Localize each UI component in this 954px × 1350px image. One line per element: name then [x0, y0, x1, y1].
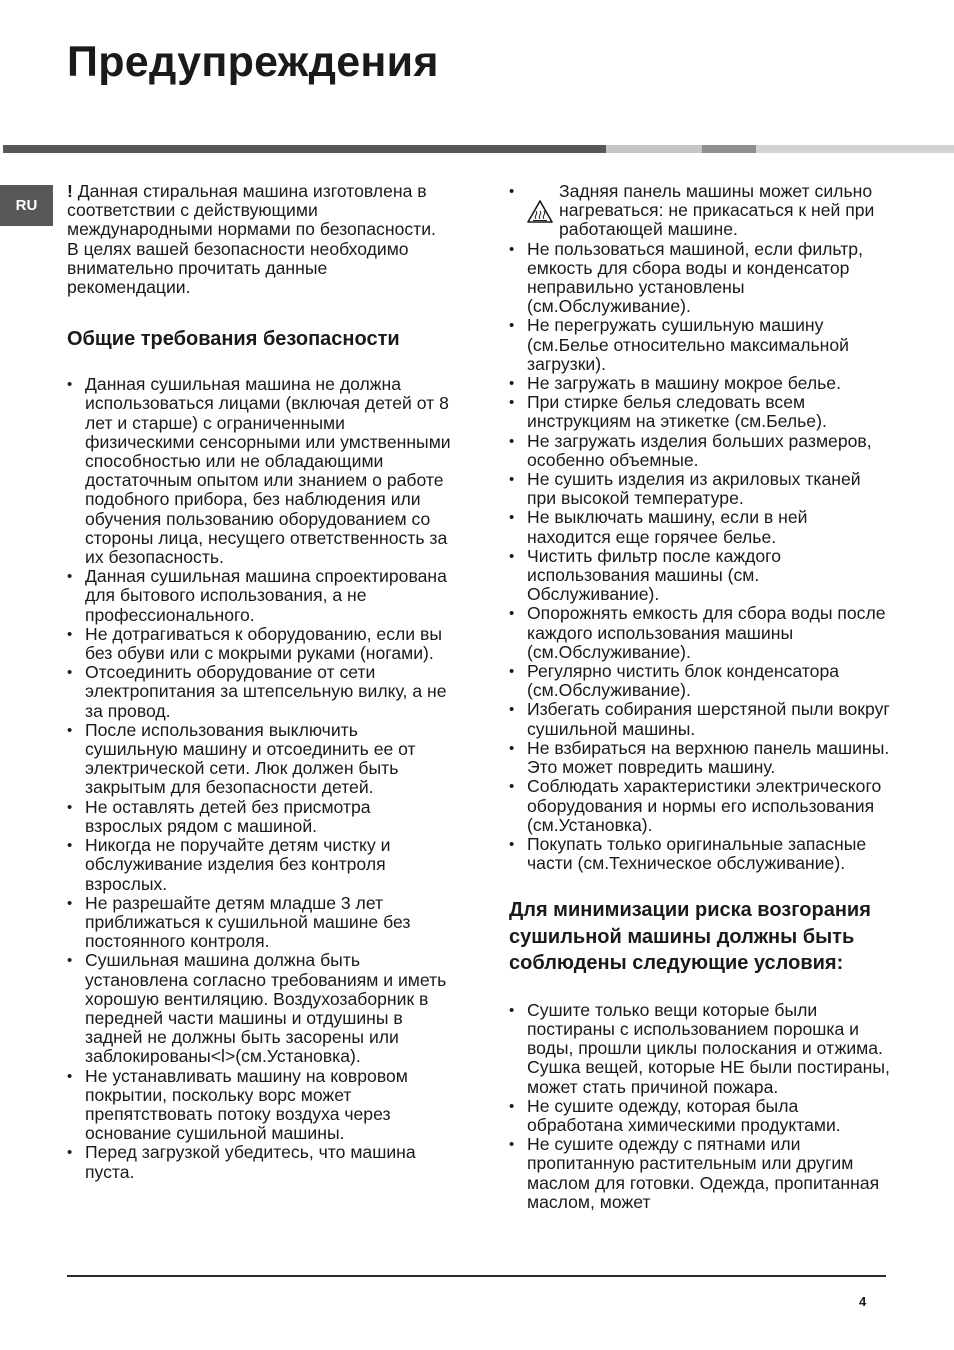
list-item: • Данная сушильная машина спроектирована для бытового использования, а не профессионального. — [67, 567, 452, 625]
list-item: • Регулярно чистить блок конденсатора (см.Обслуживание). — [509, 662, 894, 700]
list-item: • Не дотрагиваться к оборудованию, если вы без обуви или с мокрыми руками (ногами). — [67, 625, 452, 663]
list-item: • Отсоединить оборудование от сети электропитания за штепсельную вилку, а не за провод. — [67, 663, 452, 721]
intro-paragraph — [67, 182, 452, 297]
list-item: • Не сушите одежду с пятнами или пропитанную растительным или другим маслом для готовки. Одежда, пропитанная маслом, может — [509, 1135, 894, 1212]
fire-risk-heading: Для минимизации риска возгорания сушильной машины должны быть соблюдены следующие условия: — [509, 899, 871, 975]
list-item: • Покупать только оригинальные запасные части (см.Техническое обслуживание). — [509, 835, 894, 873]
left-column — [67, 182, 452, 1182]
fire-risk-list — [509, 1001, 894, 1212]
list-item: • Не перегружать сушильную машину (см.Белье относительно максимальной загрузки). — [509, 316, 894, 374]
list-item: • Не устанавливать машину на ковровом покрытии, поскольку ворс может препятствовать потоку воздуха через основание сушильной машины. — [67, 1067, 452, 1144]
list-item: • Не оставлять детей без присмотра взрослых рядом с машиной. — [67, 798, 452, 836]
list-item: • Не выключать машину, если в ней находится еще горячее белье. — [509, 508, 894, 546]
list-item: • Не сушить изделия из акриловых тканей при высокой температуре. — [509, 470, 894, 508]
list-item: • Сушите только вещи которые были постираны с использованием порошка и воды, прошли циклы полоскания и отжима. Сушка вещей, которые НЕ были постираны, может стать причиной пожара. — [509, 1001, 894, 1097]
hot-surface-warning — [509, 182, 894, 240]
list-item: • Перед загрузкой убедитесь, что машина пуста. — [67, 1143, 452, 1181]
header-divider-mid — [702, 145, 756, 153]
general-safety-heading: Общие требования безопасности — [67, 328, 400, 351]
warnings-list — [509, 182, 894, 873]
page-number: 4 — [859, 1294, 867, 1309]
list-item: • Не сушите одежду, которая была обработана химическими продуктами. — [509, 1097, 894, 1135]
intro-mark: ! — [67, 181, 73, 201]
list-item: • После использования выключить сушильную машину и отсоединить ее от электрической сети. Люк должен быть закрытым для безопасности детей. — [67, 721, 452, 798]
list-item: • Соблюдать характеристики электрического оборудования и нормы его использования (см.Установка). — [509, 777, 894, 835]
page-title: Предупреждения — [67, 38, 439, 86]
header-divider-light — [606, 145, 702, 153]
list-item: • Никогда не поручайте детям чистку и обслуживание изделия без контроля взрослых. — [67, 836, 452, 894]
right-column — [509, 182, 894, 1212]
header-divider-light-end — [756, 145, 954, 153]
general-safety-list — [67, 375, 452, 1182]
footer-rule — [67, 1275, 886, 1277]
language-tab: RU — [0, 185, 53, 226]
list-item: • Сушильная машина должна быть установлена согласно требованиям и иметь хорошую вентиляцию. Воздухозаборник в передней части машины и отдушины в задней не должны быть засорены или заблокированы<l>(см.Установка). — [67, 951, 452, 1066]
list-item: • При стирке белья следовать всем инструкциям на этикетке (см.Белье). — [509, 393, 894, 431]
list-item: • Данная сушильная машина не должна использоваться лицами (включая детей от 8 лет и старше) с ограниченными физическими сенсорными или умственными способностью или не обладающими достаточным опытом или знанием о работе подобного прибора, без наблюдения или обучения пользованию оборудованием со стороны лица, несущего ответственность за их безопасность. — [67, 375, 452, 567]
list-item: • Избегать собирания шерстяной пыли вокруг сушильной машины. — [509, 700, 894, 738]
list-item: • Чистить фильтр после каждого использования машины (см. Обслуживание). — [509, 547, 894, 605]
list-item: • Не загружать изделия больших размеров, особенно объемные. — [509, 432, 894, 470]
intro-text: Данная стиральная машина изготовлена в соответствии с действующими международными нормами по безопасности. В целях вашей безопасности необходимо внимательно прочитать данные рекомендации. — [67, 181, 436, 298]
list-item: • Не разрешайте детям младше 3 лет приближаться к сушильной машине без постоянного контроля. — [67, 894, 452, 952]
list-item: • Опорожнять емкость для сбора воды после каждого использования машины (см.Обслуживание). — [509, 604, 894, 662]
header-divider-dark — [3, 145, 606, 153]
hot-warning-text: Задняя панель машины может сильно нагреваться: не прикасаться к ней при работающей машине. — [559, 181, 875, 240]
list-item: • Не загружать в машину мокрое белье. — [509, 374, 894, 393]
list-item: • Не пользоваться машиной, если фильтр, емкость для сбора воды и конденсатор неправильно установлены (см.Обслуживание). — [509, 240, 894, 317]
hot-surface-icon — [527, 200, 553, 223]
list-item: • Не взбираться на верхнюю панель машины. Это может повредить машину. — [509, 739, 894, 777]
